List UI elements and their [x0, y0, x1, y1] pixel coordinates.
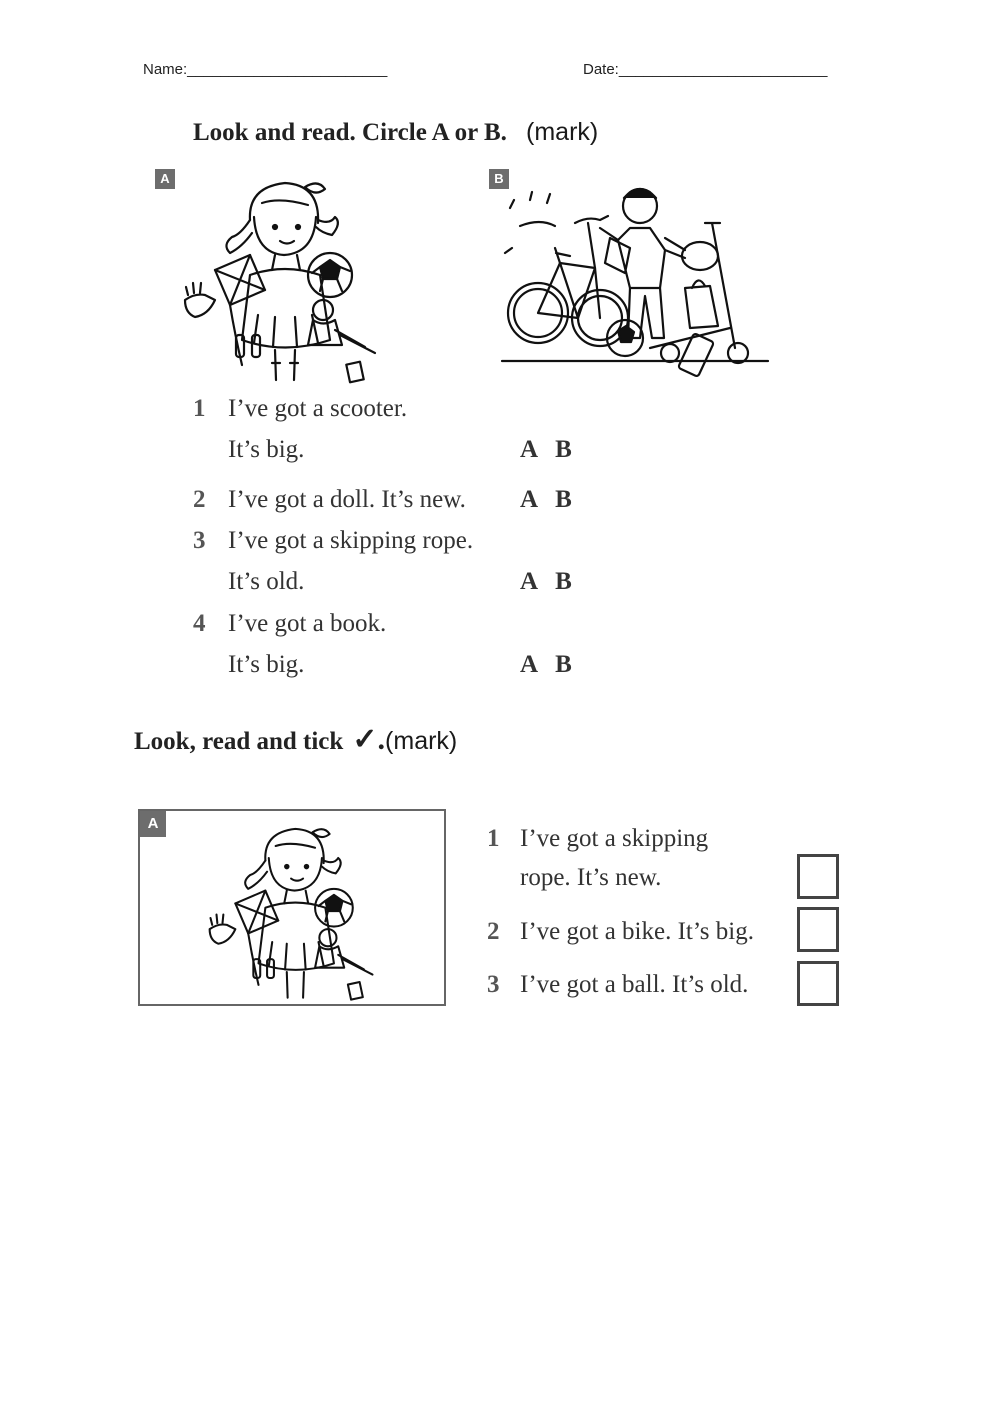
question-4-line1: I’ve got a book. — [228, 610, 387, 637]
exercise1-heading — [193, 118, 598, 147]
question-1-number: 1 — [193, 395, 206, 422]
exercise1-mark: (mark) — [526, 118, 599, 146]
exercise2-instruction: Look, read and tick — [134, 728, 344, 755]
question-2-number: 2 — [193, 486, 206, 513]
question-4-option-a[interactable]: A — [520, 651, 540, 678]
question-2-line1: I’ve got a doll. It’s new. — [228, 486, 466, 513]
question-2-options — [520, 486, 589, 514]
tick-box-3[interactable] — [797, 961, 839, 1006]
question-4-number: 4 — [193, 610, 206, 637]
name-field[interactable]: Name:________________________ — [143, 61, 388, 78]
question-1-line1: I’ve got a scooter. — [228, 395, 408, 422]
tick-item-3-number: 3 — [487, 971, 500, 998]
exercise2-picture-tag: A — [140, 811, 166, 837]
tick-item-3-line1: I’ve got a ball. It’s old. — [520, 971, 749, 998]
tick-item-1-number: 1 — [487, 825, 500, 852]
exercise2-mark: (mark) — [385, 727, 458, 755]
picture-a-tag: A — [155, 169, 175, 189]
tick-item-2-number: 2 — [487, 918, 500, 945]
question-4-option-b[interactable]: B — [555, 651, 573, 678]
tick-box-1[interactable] — [797, 854, 839, 899]
question-2-option-a[interactable]: A — [520, 486, 540, 513]
tick-item-1-line2: rope. It’s new. — [520, 864, 662, 891]
exercise1-instruction: Look and read. Circle A or B. — [193, 119, 507, 146]
picture-b-tag: B — [489, 169, 509, 189]
date-field[interactable]: Date:_________________________ — [583, 61, 828, 78]
question-1-option-b[interactable]: B — [555, 436, 573, 463]
question-3-option-a[interactable]: A — [520, 568, 540, 595]
question-3-line1: I’ve got a skipping rope. — [228, 527, 474, 554]
tick-item-2-line1: I’ve got a bike. It’s big. — [520, 918, 754, 945]
question-3-number: 3 — [193, 527, 206, 554]
question-1-option-a[interactable]: A — [520, 436, 540, 463]
question-3-line2: It’s old. — [228, 568, 305, 595]
tick-box-2[interactable] — [797, 907, 839, 952]
girl-with-toys-illustration — [180, 175, 395, 385]
question-3-options — [520, 568, 589, 596]
girl-with-toys-illustration-small — [200, 822, 395, 1002]
question-1-options — [520, 436, 589, 464]
exercise2-heading — [134, 722, 457, 757]
question-4-options — [520, 651, 589, 679]
tick-item-1-line1: I’ve got a skipping — [520, 825, 709, 852]
question-2-option-b[interactable]: B — [555, 486, 573, 513]
tick-icon: ✓. — [352, 723, 386, 756]
question-1-line2: It’s big. — [228, 436, 305, 463]
question-3-option-b[interactable]: B — [555, 568, 573, 595]
boy-with-bike-illustration — [500, 178, 770, 378]
pigtail-left — [226, 220, 252, 253]
question-4-line2: It’s big. — [228, 651, 305, 678]
